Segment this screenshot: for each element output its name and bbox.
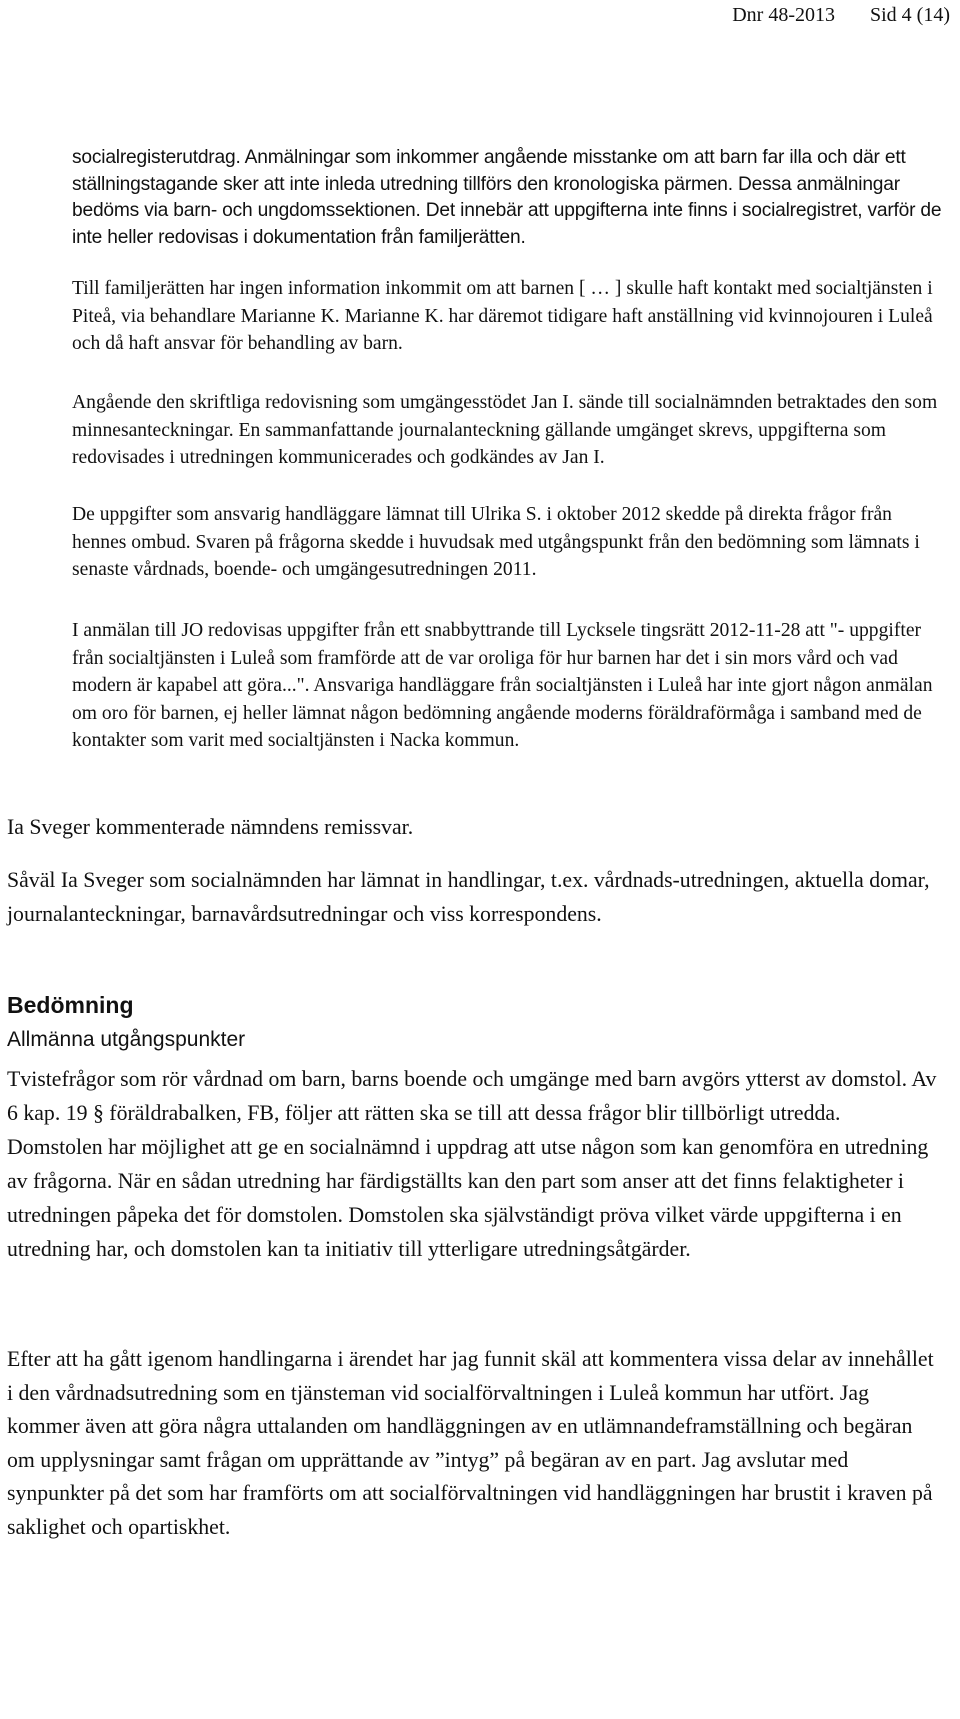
case-number: Dnr 48-2013 [732, 4, 835, 26]
body-paragraph: Efter att ha gått igenom handlingarna i ärendet har jag funnit skäl att kommentera vissa delar av innehållet i den vårdnadsutredning som en tjänsteman vid socialförvaltningen i Luleå kommun har utfört. Jag kommer även att göra några uttalanden om handläggningen av en utlämnandeframställning och begäran om upplysningar samt frågan om upprättande av ”intyg” på begäran av en part. Jag avslutar med synpunkter på det som har framförts om att socialförvaltningen vid handläggningen har brustit i kraven på saklighet och opartiskhet. [7, 1347, 934, 1539]
page-header [732, 0, 950, 30]
quoted-paragraph: Angående den skriftliga redovisning som umgängesstödet Jan I. sände till socialnämnden betraktades den som minnesanteckningar. En sammanfattande journalanteckning gällande umgänget skrevs, uppgifterna som redovisades i utredningen kommunicerades och godkändes av Jan I. [72, 392, 938, 469]
body-paragraph: Tvistefrågor som rör vårdnad om barn, barns boende och umgänge med barn avgörs ytterst av domstol. Av 6 kap. 19 § föräldrabalken, FB, följer att rätten ska se till att dessa frågor blir tillbörligt utredda. Domstolen har möjlighet att ge en socialnämnd i uppdrag att utse någon som kan genomföra en utredning av frågorna. När en sådan utredning har färdigställts kan den part som anser att det finns felaktigheter i utredningen påpeka det för domstolen. Domstolen ska självständigt pröva vilket värde uppgifterna i en utredning har, och domstolen kan ta initiativ till ytterligare utredningsåtgärder. [7, 1067, 937, 1261]
quoted-paragraph: De uppgifter som ansvarig handläggare lämnat till Ulrika S. i oktober 2012 skedde på direkta frågor från hennes ombud. Svaren på frågorna skedde i huvudsak med utgångspunkt från den bedömning som lämnats i senaste vårdnads, boende- och umgängesutredningen 2011. [72, 504, 920, 581]
quoted-paragraph: I anmälan till JO redovisas uppgifter från ett snabbyttrande till Lycksele tingsrätt 2012-11-28 att "- uppgifter från socialtjänsten i Luleå som framförde att de var oroliga för hur barnen har det i sin mors vård och vad modern är kapabel att göra...". Ansvariga handläggare från socialtjänsten i Luleå har inte gjort någon anmälan om oro för barnen, ej heller lämnat någon bedömning angående moderns föräldraförmåga i samband med de kontakter som varit med socialtjänsten i Nacka kommun. [72, 620, 933, 752]
page-number: Sid 4 (14) [870, 4, 950, 26]
quoted-paragraph: Till familjerätten har ingen information inkommit om att barnen [ … ] skulle haft kontakt med socialtjänsten i Piteå, via behandlare Marianne K. Marianne K. har däremot tidigare haft anställning vid kvinnojouren i Luleå och då haft ansvar för behandling av barn. [72, 278, 933, 355]
section-heading: Bedömning [7, 992, 134, 1018]
subsection-heading: Allmänna utgångspunkter [7, 1028, 246, 1051]
body-paragraph: Såväl Ia Sveger som socialnämnden har lämnat in handlingar, t.ex. vårdnads-utredningen, aktuella domar, journalanteckningar, barnavårdsutredningar och viss korrespondens. [7, 868, 930, 926]
quoted-paragraph-sans: socialregisterutdrag. Anmälningar som inkommer angående misstanke om att barn far illa och där ett ställningstagande sker att inte inleda utredning tillförs den kronologiska pärmen. Dessa anmälningar bedöms via barn- och ungdomssektionen. Det innebär att uppgifterna inte finns i socialregistret, varför de inte heller redovisas i dokumentation från familjerätten. [72, 147, 942, 248]
body-paragraph: Ia Sveger kommenterade nämndens remissvar. [7, 815, 414, 839]
